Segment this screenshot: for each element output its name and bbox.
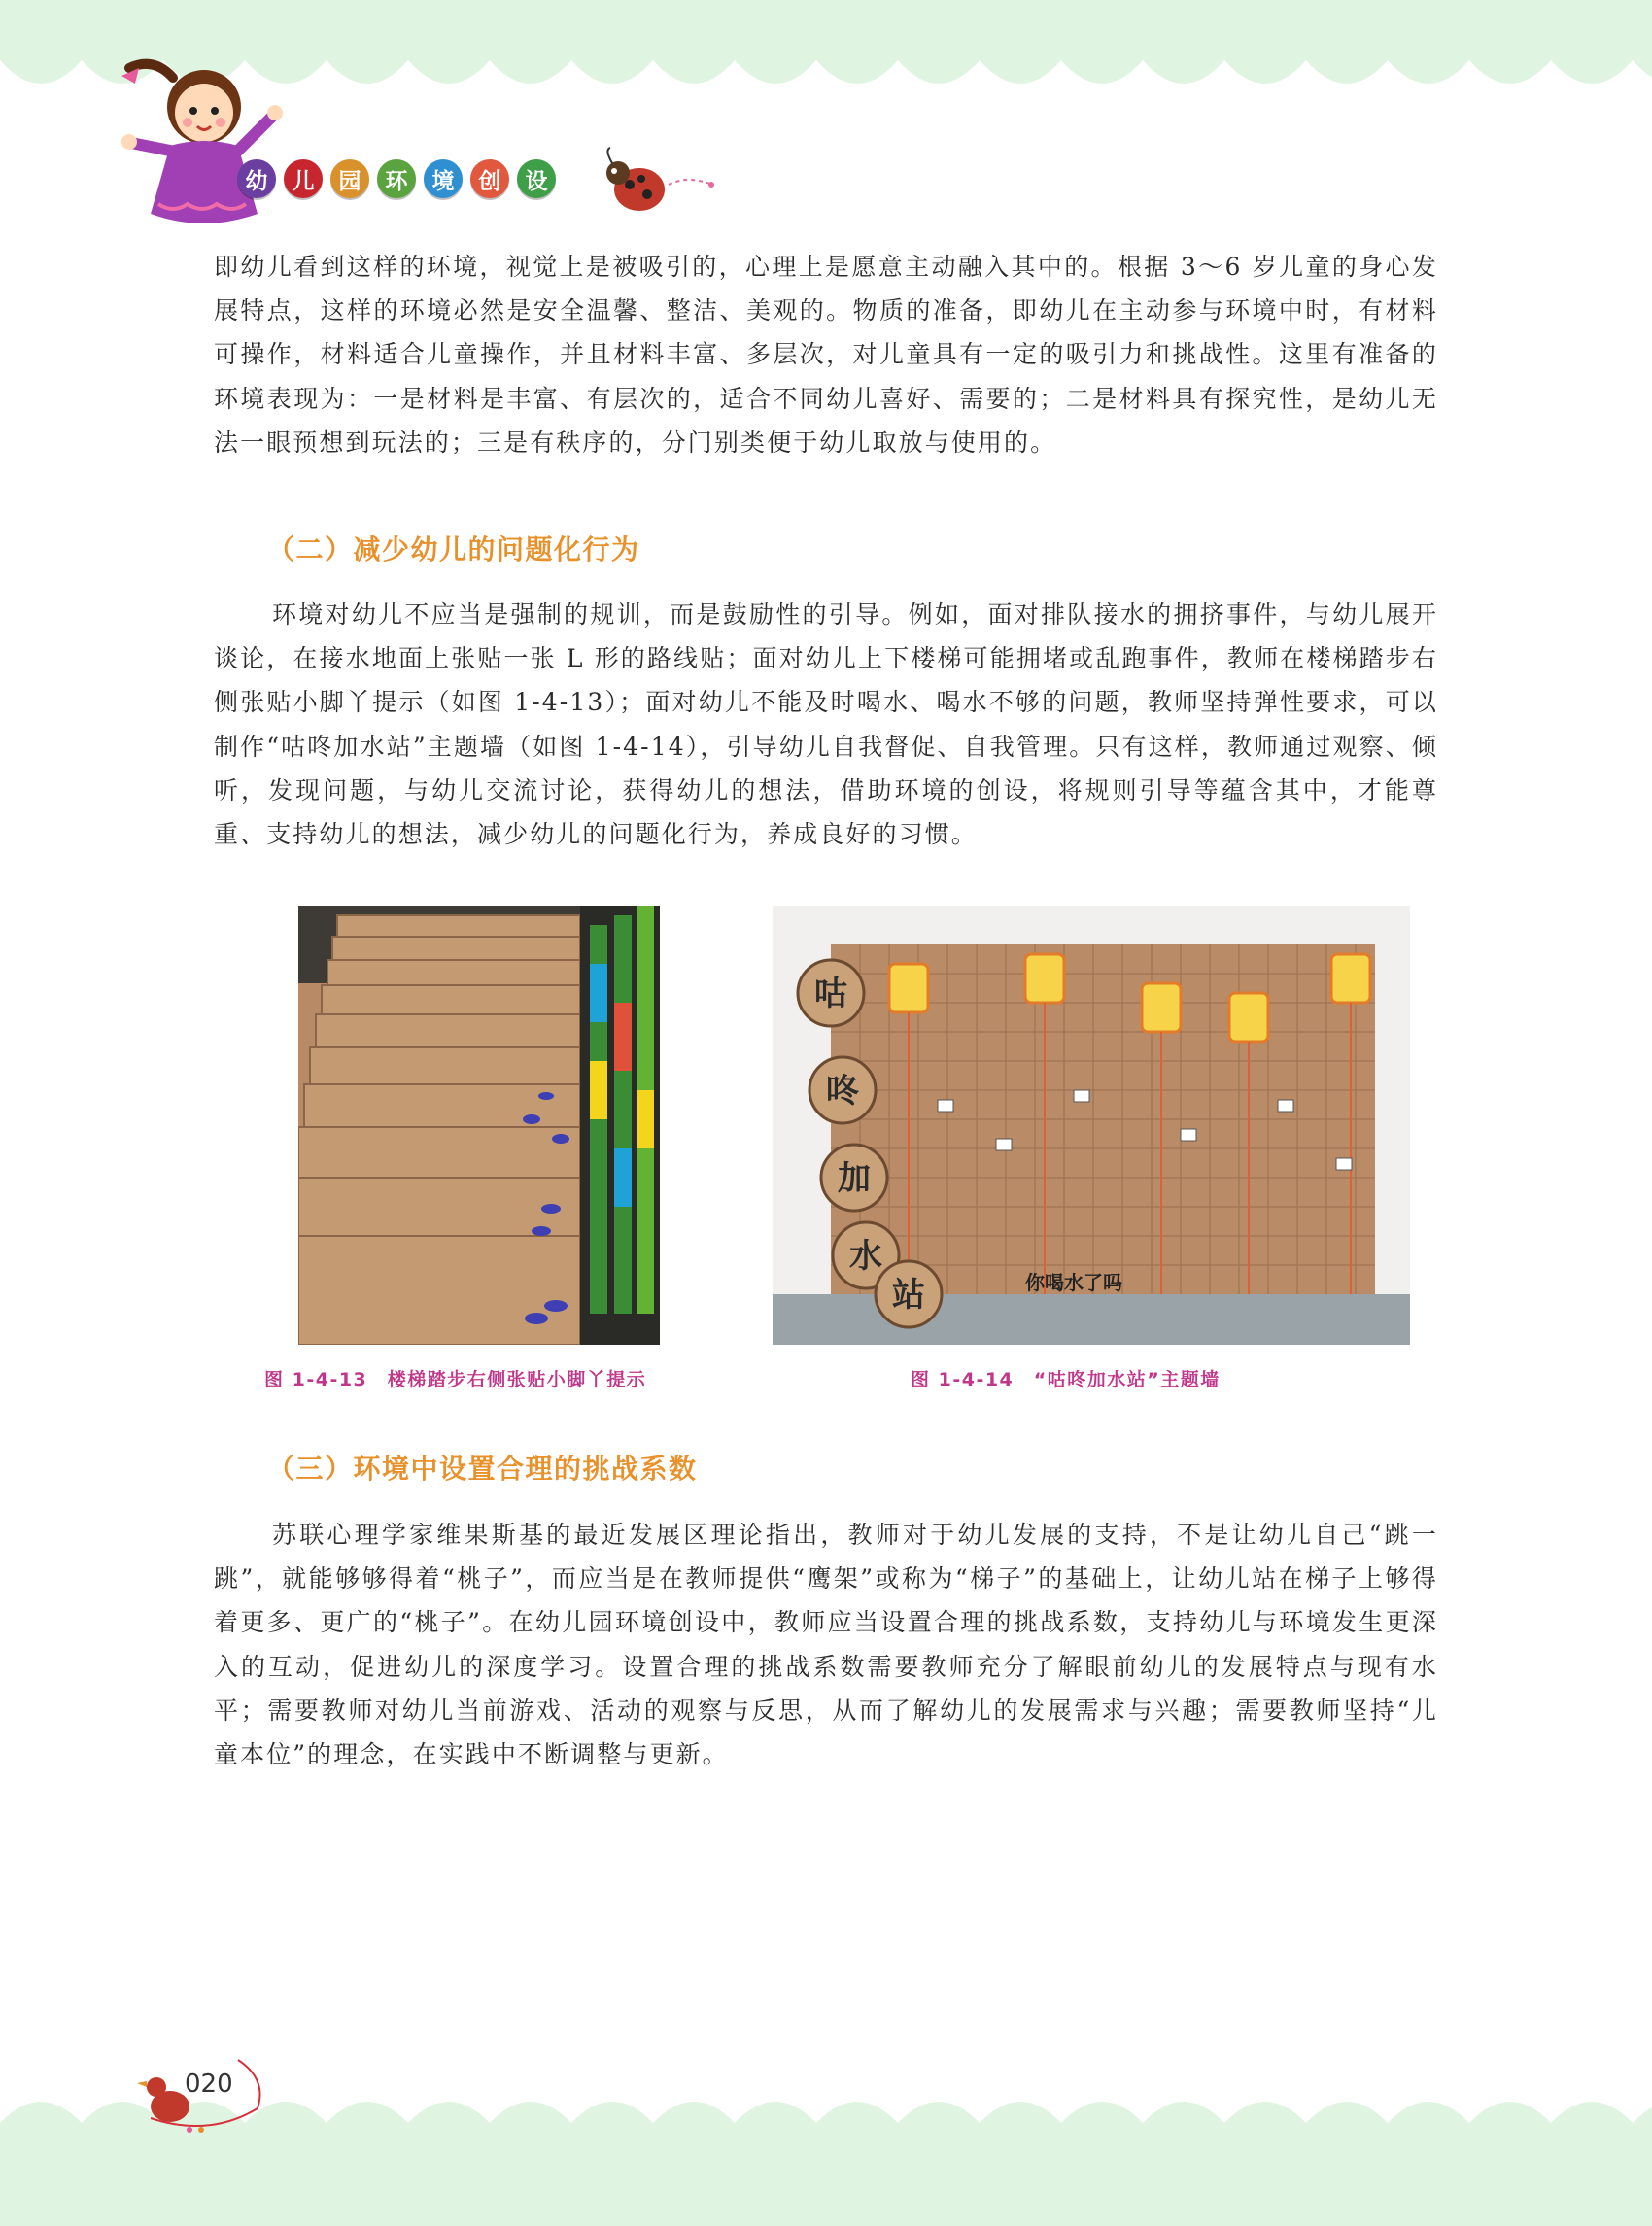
body-paragraph-2: 环境对幼儿不应当是强制的规训，而是鼓励性的引导。例如，面对排队接水的拥挤事件，与幼儿展开谈论，在接水地面上张贴一张 L 形的路线贴；面对幼儿上下楼梯可能拥堵或乱跑事件，教师在楼梯踏步右侧张贴小脚丫提示（如图 1-4-13）；面对幼儿不能及时喝水、喝水不够的问题，教师坚持弹性要求，可以制作“咕咚加水站”主题墙（如图 1-4-14），引导幼儿自我督促、自我管理。只有这样，教师通过观察、倾听，发现问题，与幼儿交流讨论，获得幼儿的想法，借助环境的创设，将规则引导等蕴含其中，才能尊重、支持幼儿的想法，减少幼儿的问题化行为，养成良好的习惯。 <box>214 600 1438 849</box>
title-char: 境 <box>424 159 463 198</box>
section-heading-2: （二）减少幼儿的问题化行为 <box>267 533 640 565</box>
girl-mascot-icon <box>112 49 306 233</box>
wall-banner-text: 你喝水了吗 <box>1025 1271 1122 1294</box>
sign-char: 水 <box>849 1237 882 1276</box>
sign-char: 站 <box>892 1276 925 1315</box>
section-heading-3: （三）环境中设置合理的挑战系数 <box>267 1453 698 1485</box>
body-paragraph-1: 即幼儿看到这样的环境，视觉上是被吸引的，心理上是愿意主动融入其中的。根据 3～6 岁儿童的身心发展特点，这样的环境必然是安全温馨、整洁、美观的。物质的准备，即幼儿在主动参与环境中时，有材料可操作，材料适合儿童操作，并且材料丰富、多层次，对儿童具有一定的吸引力和挑战性。这里有准备的环境表现为：一是材料是丰富、有层次的，适合不同幼儿喜好、需要的；二是材料具有探究性，是幼儿无法一眼预想到玩法的；三是有秩序的，分门别类便于幼儿取放与使用的。 <box>214 253 1438 457</box>
title-char: 创 <box>470 159 509 198</box>
sign-char: 咕 <box>814 975 847 1013</box>
water-station-wall-photo <box>773 906 1410 1345</box>
ladybug-icon <box>593 146 719 223</box>
header-title <box>237 159 556 198</box>
body-paragraph-3: 苏联心理学家维果斯基的最近发展区理论指出，教师对于幼儿发展的支持，不是让幼儿自己“跳一跳”，就能够够得着“桃子”，而应当是在教师提供“鹰架”或称为“梯子”的基础上，让幼儿站在梯子上够得着更多、更广的“桃子”。在幼儿园环境创设中，教师应当设置合理的挑战系数，支持幼儿与环境发生更深入的互动，促进幼儿的深度学习。设置合理的挑战系数需要教师充分了解眼前幼儿的发展特点与现有水平；需要教师对幼儿当前游戏、活动的观察与反思，从而了解幼儿的发展需求与兴趣；需要教师坚持“儿童本位”的理念，在实践中不断调整与更新。 <box>214 1521 1438 1769</box>
page-number: 020 <box>185 2070 233 2099</box>
figure-caption-2: 图 1-4-14 “咕咚加水站”主题墙 <box>911 1369 1221 1390</box>
title-char: 幼 <box>237 159 276 198</box>
staircase-photo <box>298 906 660 1345</box>
title-char: 设 <box>517 159 556 198</box>
title-char: 环 <box>377 159 416 198</box>
figure-caption-1: 图 1-4-13 楼梯踏步右侧张贴小脚丫提示 <box>264 1369 647 1390</box>
sign-char: 咚 <box>826 1072 859 1111</box>
title-char: 儿 <box>284 159 323 198</box>
title-char: 园 <box>330 159 369 198</box>
sign-char: 加 <box>838 1159 871 1198</box>
